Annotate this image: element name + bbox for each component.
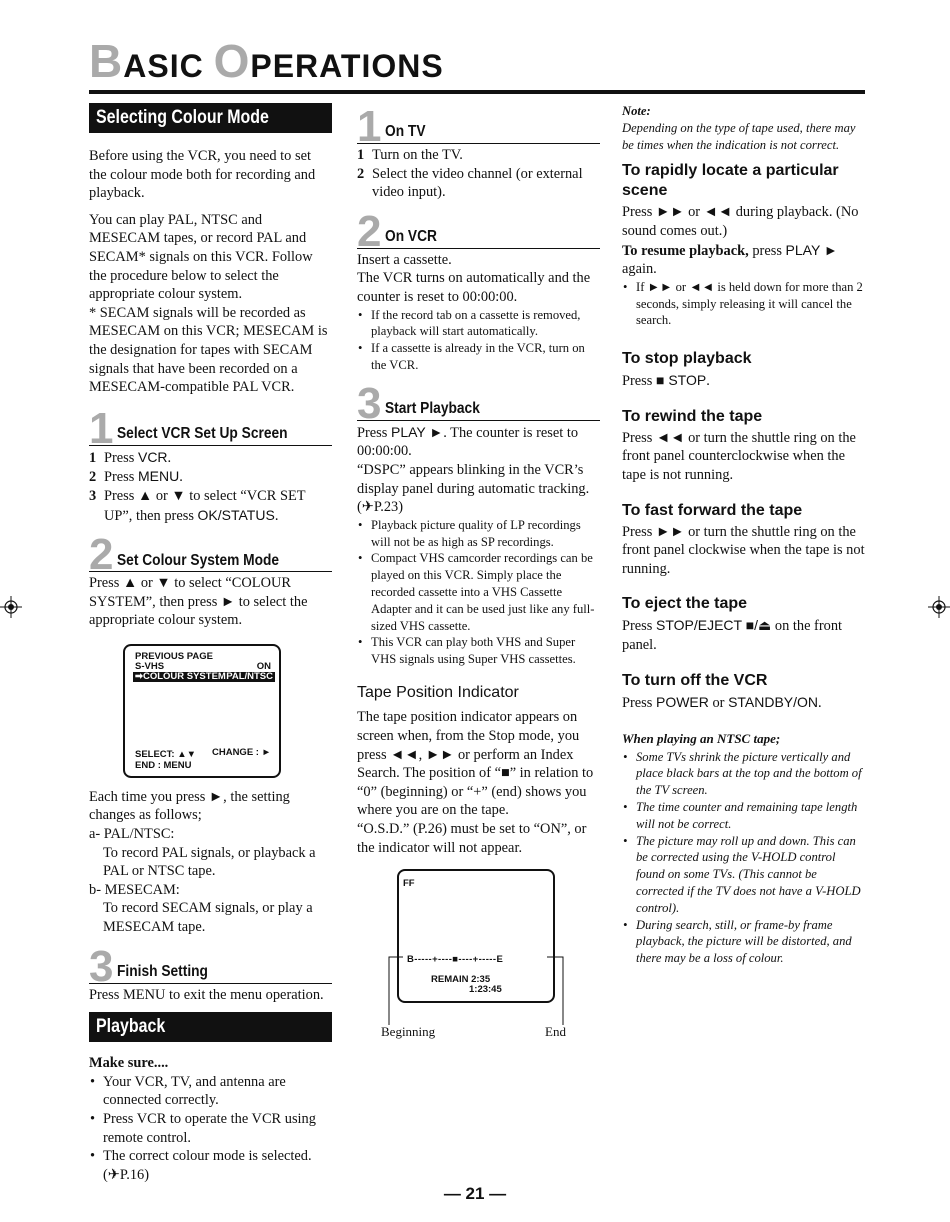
list-item: • Compact VHS camcorder recordings can be played on this VCR. Simply place the recorded cassette into a VHS Cassette Adapter and it can be used just like any full-sized VHS cassette.: [357, 550, 600, 634]
paragraph: “DSPC” appears blinking in the VCR’s display panel during automatic tracking. (✈P.23): [357, 461, 590, 516]
list-item: • This VCR can play both VHS and Super VHS signals using Super VHS cassettes.: [357, 634, 600, 668]
heading-rewind: To rewind the tape: [622, 407, 763, 425]
option-text: To record PAL signals, or playback a PAL or NTSC tape.: [103, 844, 316, 880]
title-part: PERATIONS: [250, 48, 444, 84]
step-list: [89, 448, 332, 525]
step-list: [357, 146, 600, 202]
note-title: Note:: [622, 104, 651, 118]
osd-line: END : MENU: [135, 759, 192, 771]
step-label: Finish Setting: [117, 963, 208, 981]
section-banner-playback: Playback: [89, 1012, 332, 1042]
tape-position-diagram: [357, 863, 600, 1043]
paragraph: * SECAM signals will be recorded as MESECAM on this VCR; MESECAM is the designation for tapes with SECAM signals that have been recorded on a MESECAM-compatible PAL VCR.: [89, 304, 328, 396]
step-label: Select VCR Set Up Screen: [117, 425, 288, 443]
osd-line: PREVIOUS PAGE: [135, 650, 213, 662]
paragraph: Press ►► or ◄◄ during playback. (No sound comes out.): [622, 204, 859, 239]
osd-line: S-VHS: [135, 660, 165, 672]
list-item: 3 Press ▲ or ▼ to select “VCR SET UP”, then press OK/STATUS.: [89, 487, 306, 524]
paragraph: Press MENU to exit the menu operation.: [89, 986, 324, 1003]
heading-locate-scene: To rapidly locate a particular scene: [622, 162, 839, 200]
list-item: • If the record tab on a cassette is removed, playback will start automatically.: [357, 307, 600, 341]
step-label: On VCR: [385, 228, 437, 246]
paragraph: Before using the VCR, you need to set the colour mode both for recording and playback.: [89, 148, 316, 202]
list-item: 2 Press MENU.: [89, 468, 183, 486]
column-right: [622, 103, 865, 973]
paragraph: Each time you press ►, the setting changes as follows;: [89, 788, 290, 824]
paragraph: Press STOP/EJECT ■/⏏ on the front panel.: [622, 617, 843, 653]
paragraph: Press PLAY ►. The counter is reset to 00:00:00.: [357, 423, 579, 460]
column-left: [89, 103, 332, 1190]
osd-remain: REMAIN 2:35: [431, 974, 491, 986]
osd-value: ON: [256, 660, 271, 672]
option-title: a- PAL/NTSC:: [89, 826, 175, 843]
list-item: 1 Press VCR.: [89, 448, 172, 466]
list-item: 2 Select the video channel (or external video input).: [357, 165, 583, 201]
list-item: • The picture may roll up and down. This can be corrected using the V-HOLD control found on some TVs. (This cannot be corrected if the TV does not have a V-HOLD control).: [622, 833, 865, 917]
osd-time: 1:23:45: [469, 984, 502, 996]
heading-fast-forward: To fast forward the tape: [622, 501, 803, 519]
step-number: 2: [357, 206, 382, 256]
title-initial: B: [89, 35, 124, 87]
paragraph: Press ►► or turn the shuttle ring on the front panel clockwise when the tape is not running.: [622, 523, 865, 577]
list-item: • The correct colour mode is selected. (✈P.16): [89, 1147, 332, 1184]
paragraph: Press POWER or STANDBY/ON.: [622, 693, 822, 711]
heading-stop-playback: To stop playback: [622, 350, 752, 368]
step-heading: [89, 941, 332, 991]
list-item: • If a cassette is already in the VCR, turn on the VCR.: [357, 340, 600, 374]
osd-ff-label: FF: [403, 878, 415, 890]
paragraph: The VCR turns on automatically and the counter is reset to 00:00:00.: [357, 270, 591, 305]
list-item: • Some TVs shrink the picture vertically and place black bars at the top and the bottom of the TV screen.: [622, 749, 865, 799]
list-item: • If ►► or ◄◄ is held down for more than 2 seconds, simply releasing it will cancel the search.: [622, 279, 865, 329]
osd-screen-colour-system: [123, 644, 281, 778]
page-number: — 21 —: [443, 1184, 507, 1203]
paragraph: To resume playback, press PLAY ► again.: [622, 241, 838, 278]
list-item: • The time counter and remaining tape length will not be correct.: [622, 799, 865, 833]
list-item: • During search, still, or frame-by frame playback, the picture will be distorted, and there may be a loss of colour.: [622, 917, 865, 967]
pointer-lines: [357, 863, 600, 1033]
step-number: 1: [357, 102, 382, 151]
option-text: To record SECAM signals, or play a MESECAM tape.: [103, 900, 313, 936]
paragraph: “O.S.D.” (P.26) must be set to “ON”, or the indicator will not appear.: [357, 821, 587, 856]
osd-value: PAL/NTSC: [226, 670, 273, 682]
paragraph: Insert a cassette.: [357, 251, 452, 268]
title-part: ASIC: [123, 48, 214, 84]
note-list: [357, 517, 600, 668]
step-number: 3: [89, 941, 114, 991]
paragraph: You can play PAL, NTSC and MESECAM tapes, or record PAL and SECAM* signals on this VCR. Follow the procedure below to select the appropriate colour system.: [89, 211, 313, 303]
paragraph: Press ▲ or ▼ to select “COLOUR SYSTEM”, then press ► to select the appropriate colour system.: [89, 575, 308, 629]
checklist: [89, 1073, 332, 1185]
end-label: End: [545, 1024, 566, 1040]
note-list: [622, 279, 865, 329]
list-item: • Playback picture quality of LP recordings will not be as high as SP recordings.: [357, 517, 600, 551]
title-initial: O: [213, 35, 251, 87]
step-heading: [357, 378, 600, 428]
step-number: 3: [357, 378, 382, 428]
list-item: • Your VCR, TV, and antenna are connected correctly.: [89, 1073, 332, 1110]
list-item: • Press VCR to operate the VCR using remote control.: [89, 1110, 332, 1147]
step-label: Start Playback: [385, 400, 480, 418]
paragraph: Press ■ STOP.: [622, 372, 710, 390]
make-sure-label: Make sure....: [89, 1055, 169, 1072]
step-heading: [89, 403, 332, 453]
column-middle: [357, 103, 600, 1043]
ntsc-list: [622, 749, 865, 967]
list-item: 1 Turn on the TV.: [357, 147, 463, 163]
osd-highlight: ➡COLOUR SYSTEM: [135, 670, 226, 682]
beginning-label: Beginning: [381, 1024, 436, 1040]
paragraph: Press ◄◄ or turn the shuttle ring on the front panel counterclockwise when the tape is not running.: [622, 429, 856, 483]
registration-mark-icon: [928, 596, 950, 618]
section-banner-colour-mode: Selecting Colour Mode: [89, 103, 332, 133]
note-text: Depending on the type of tape used, there may be times when the indication is not correct.: [622, 120, 856, 152]
section-heading-tape-position: Tape Position Indicator: [357, 683, 519, 701]
osd-position-bar: B-----+----■----+-----E: [407, 954, 504, 966]
step-label: Set Colour System Mode: [117, 551, 280, 569]
option-title: b- MESECAM:: [89, 881, 180, 898]
page-title: [89, 34, 865, 94]
note-list: [357, 307, 600, 374]
step-heading: [357, 102, 600, 151]
heading-turn-off: To turn off the VCR: [622, 671, 768, 689]
step-number: 1: [89, 403, 114, 453]
registration-mark-icon: [0, 596, 22, 618]
osd-line: CHANGE : ►: [211, 746, 271, 758]
step-label: On TV: [385, 123, 426, 141]
ntsc-heading: When playing an NTSC tape;: [622, 731, 781, 747]
heading-eject: To eject the tape: [622, 595, 748, 613]
step-heading: [357, 206, 600, 256]
step-number: 2: [89, 530, 114, 580]
osd-line: SELECT: ▲▼: [135, 748, 197, 760]
paragraph: The tape position indicator appears on screen when, from the Stop mode, you press ◄◄, ►► or perform an Index Search. The position of “■” in relation to “0” (beginning) or “+” (end) shows you where you are on the tape.: [357, 709, 594, 819]
step-heading: [89, 530, 332, 580]
